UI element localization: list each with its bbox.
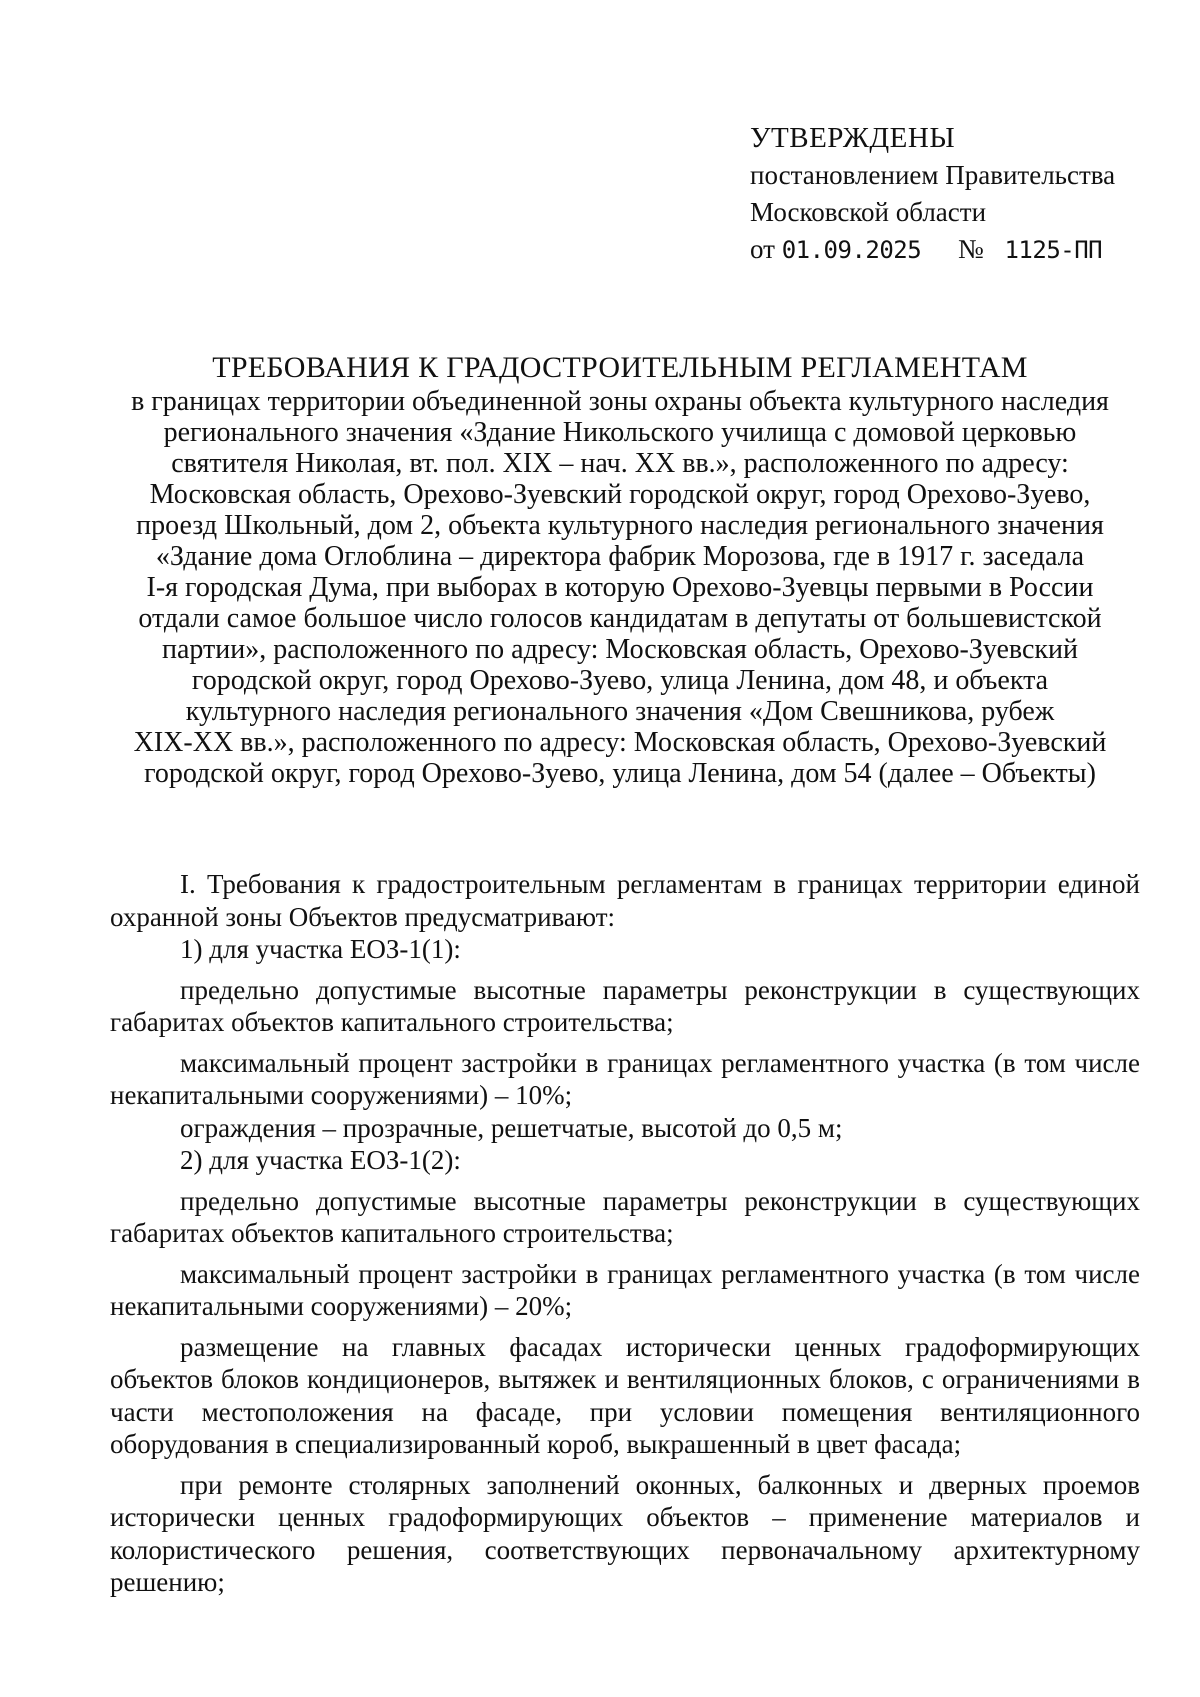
date-prefix: от (750, 234, 775, 264)
title-line: в границах территории объединенной зоны охраны объекта культурного наследия (131, 386, 1109, 417)
title-line: городской округ, город Орехово-Зуево, улица Ленина, дом 48, и объекта (191, 665, 1049, 696)
body-paragraph: размещение на главных фасадах исторически ценных градоформирующих объектов блоков кондиционеров, вытяжек и вентиляционных блоков, с ограничениями в части местоположения на фасаде, при условии помещения вентиляционного оборудования в специализированный короб, выкрашенный в цвет фасада; (110, 1331, 1140, 1459)
approval-heading: УТВЕРЖДЕНЫ (750, 122, 956, 154)
approval-line-2: Московской области (750, 197, 987, 227)
title-main: ТРЕБОВАНИЯ К ГРАДОСТРОИТЕЛЬНЫМ РЕГЛАМЕНТАМ (212, 351, 1028, 384)
approval-date-line (750, 231, 1150, 269)
title-line: отдали самое большое число голосов кандидатам в депутаты от большевистской (138, 603, 1102, 634)
title-line: культурного наследия регионального значения «Дом Свешникова, рубеж (185, 696, 1055, 727)
body-paragraph: ограждения – прозрачные, решетчатые, высотой до 0,5 м; (180, 1112, 843, 1143)
approval-number: 1125-ПП (1004, 236, 1103, 264)
title-line: регионального значения «Здание Никольского училища с домовой церковью (163, 417, 1077, 448)
body-paragraph: предельно допустимые высотные параметры реконструкции в существующих габаритах объектов капитального строительства; (110, 974, 1140, 1037)
title-line: Московская область, Орехово-Зуевский городской округ, город Орехово-Зуево, (149, 479, 1091, 510)
title-line: партии», расположенного по адресу: Московская область, Орехово-Зуевский (162, 634, 1078, 665)
document-body (110, 868, 1140, 1599)
subsection-heading: 2) для участка ЕОЗ-1(2): (180, 1145, 461, 1175)
approval-date: 01.09.2025 (781, 236, 922, 264)
title-line: проезд Школьный, дом 2, объекта культурного наследия регионального значения (136, 510, 1104, 541)
body-paragraph: предельно допустимые высотные параметры реконструкции в существующих габаритах объектов капитального строительства; (110, 1185, 1140, 1248)
title-line: «Здание дома Оглоблина – директора фабрик Морозова, где в 1917 г. заседала (155, 541, 1085, 572)
document-title (120, 350, 1120, 789)
subsection-heading: 1) для участка ЕОЗ-1(1): (180, 934, 461, 964)
body-paragraph: максимальный процент застройки в границах регламентного участка (в том числе некапитальными сооружениями) – 20%; (110, 1258, 1140, 1321)
title-line: I-я городская Дума, при выборах в которую Орехово-Зуевцы первыми в России (146, 572, 1094, 603)
number-sign: № (957, 234, 984, 264)
body-paragraph: при ремонте столярных заполнений оконных, балконных и дверных проемов исторически ценных градоформирующих объектов – применение материалов и колористического решения, соответствующих первоначальному архитектурному решению; (110, 1469, 1140, 1597)
title-line: святителя Николая, вт. пол. XIX – нач. XX вв.», расположенного по адресу: (171, 448, 1069, 479)
title-line: городской округ, город Орехово-Зуево, улица Ленина, дом 54 (далее – Объекты) (144, 758, 1096, 789)
approval-block (750, 120, 1150, 269)
body-paragraph: максимальный процент застройки в границах регламентного участка (в том числе некапитальными сооружениями) – 10%; (110, 1047, 1140, 1110)
approval-line-1: постановлением Правительства (750, 160, 1116, 190)
section-intro-paragraph: I. Требования к градостроительным регламентам в границах территории единой охранной зоны Объектов предусматривают: (110, 869, 1140, 932)
title-line: XIX-XX вв.», расположенного по адресу: Московская область, Орехово-Зуевский (133, 727, 1107, 758)
